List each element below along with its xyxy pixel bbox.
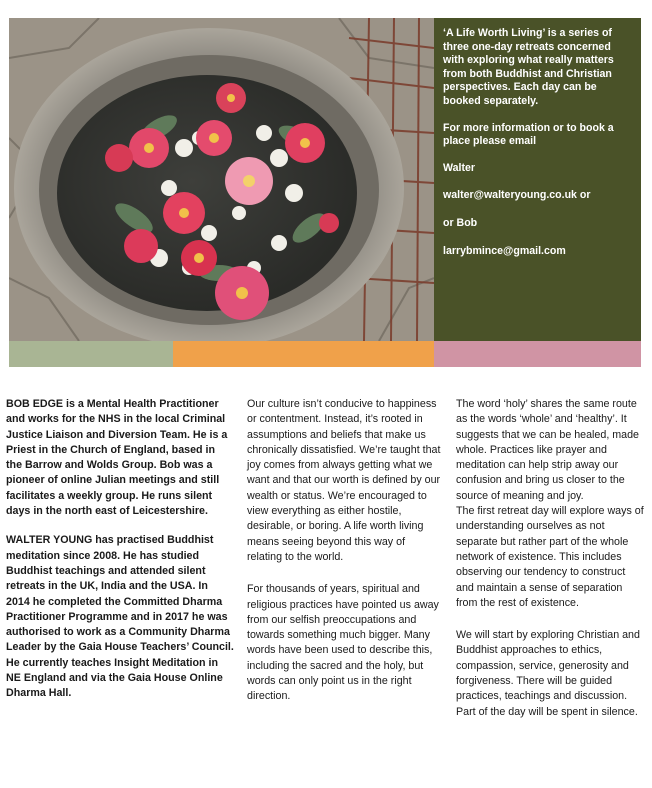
contact-email-bob[interactable]: larrybmince@gmail.com <box>443 244 566 257</box>
series-intro: ‘A Life Worth Living’ is a series of three one-day retreats concerned with exploring what really matters from both Buddhist and Christian perspectives. Each day can be booked separately. <box>443 27 614 107</box>
flower-bowl-icon <box>9 18 434 341</box>
bio-bob-edge: BOB EDGE is a Mental Health Practitioner and works for the NHS in the local Criminal Justice Liaison and Diversion Team. He is a Priest in the Church of England, based in the Barrow and Wolds Group. Bob was a pioneer of online Julian meetings and still facilitates a weekly group. He runs silent days in the north east of Leicestershire. <box>6 398 228 518</box>
first-retreat-paragraph: The first retreat day will explore ways of understanding ourselves as not separate but rather part of the whole network of existence. This includes observing our tendency to construct and maintain a sense of separation from the rest of existence. <box>456 505 644 609</box>
bios-column <box>6 397 234 702</box>
bio-walter-young: WALTER YOUNG has practised Buddhist meditation since 2008. He has studied Buddhist teachings and attended silent retreats in the UK, India and the USA. In 2014 he completed the Committed Dharma Practitioner Programme and in 2017 he was authorised to work as a Community Dharma Leader by the Gaia House Teachers’ Council. He currently teaches Insight Meditation in NE England and via the Gaia House Online Dharma Hall. <box>6 534 234 700</box>
color-band-orange <box>173 341 434 367</box>
flower-bowl-photo <box>9 18 434 341</box>
contact-name-bob: or Bob <box>443 216 478 229</box>
color-band-sage <box>9 341 173 367</box>
contact-name-walter: Walter <box>443 161 475 174</box>
holy-paragraph: The word ‘holy’ shares the same route as the words ‘whole’ and ‘healthy’. It suggests that we can be healed, made whole. Practices like prayer and meditation can help strip away our confusion and bring us closer to the source of meaning and joy. <box>456 398 639 502</box>
contact-email-walter[interactable]: walter@walteryoung.co.uk or <box>443 189 591 202</box>
ethics-paragraph: We will start by exploring Christian and Buddhist approaches to ethics, compassion, service, generosity and forgiveness. There will be guided practices, teachings and discussion. Part of the day will be spent in silence. <box>456 629 640 718</box>
info-panel <box>434 18 641 341</box>
retreat-column <box>456 397 646 720</box>
culture-column <box>247 397 443 705</box>
spiritual-practices-paragraph: For thousands of years, spiritual and religious practices have pointed us away from our selfish preoccupations and towards something much bigger. Many words have been used to describe this, including the sacred and the holy, but words can only point us in the right direction. <box>247 583 439 703</box>
color-band-rose <box>434 341 641 367</box>
contact-intro: For more information or to book a place please email <box>443 121 614 148</box>
culture-paragraph: Our culture isn’t conducive to happiness or contentment. Instead, it’s rooted in assumptions and beliefs that make us chronically dissatisfied. We’re taught that joy comes from always getting what we want and that our worth is defined by our wealth or status. We’re encouraged to view everything as either hostile, desirable, or boring. A life worth living means seeing beyond this way of relating to the world. <box>247 398 441 563</box>
